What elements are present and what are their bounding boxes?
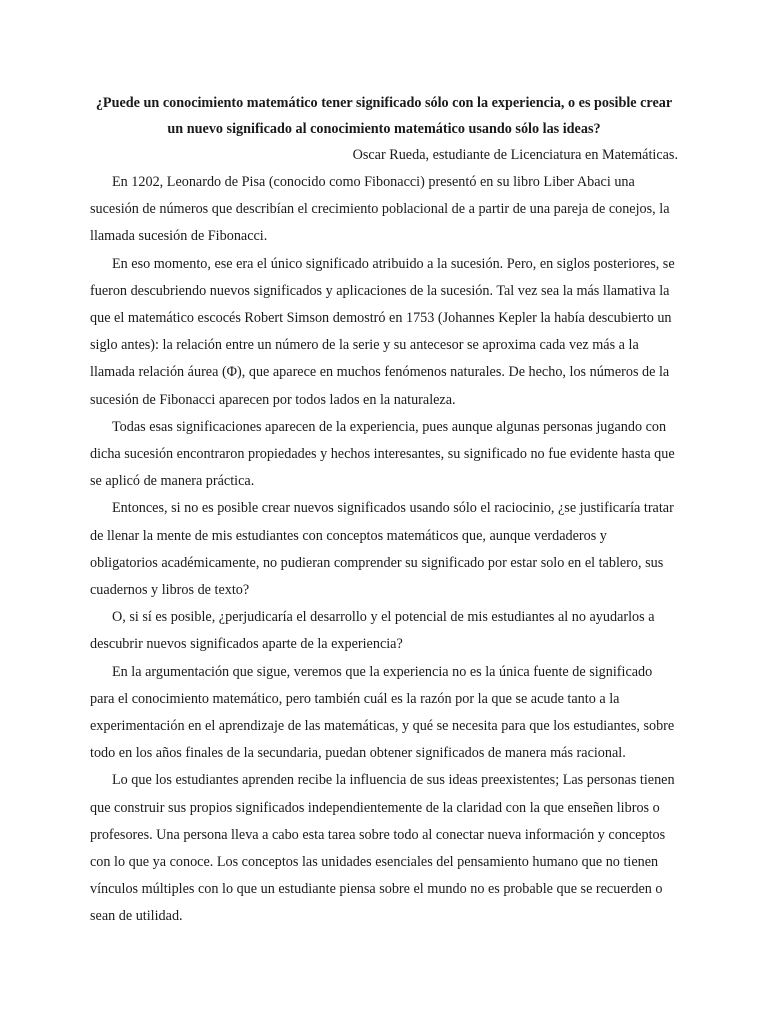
paragraph-2: En eso momento, ese era el único significado atribuido a la sucesión. Pero, en siglos posteriores, se fueron descubriendo nuevos significados y aplicaciones de la sucesión. Tal vez sea la más llamativa la que el matemático escocés Robert Simson demostró en 1753 (Johannes Kepler la había descubierto un siglo antes): la relación entre un número de la serie y su antecesor se aproxima cada vez más a la llamada relación áurea (Φ), que aparece en muchos fenómenos naturales. De hecho, los números de la sucesión de Fibonacci aparecen por todos lados en la naturaleza. bbox=[90, 255, 675, 408]
document-author: Oscar Rueda, estudiante de Licenciatura en Matemáticas. bbox=[352, 147, 678, 163]
paragraph-3: Todas esas significaciones aparecen de la experiencia, pues aunque algunas personas jugando con dicha sucesión encontraron propiedades y hechos interesantes, su significado no fue evidente hasta que se aplicó de manera práctica. bbox=[90, 418, 675, 490]
paragraph-1: En 1202, Leonardo de Pisa (conocido como Fibonacci) presentó en su libro Liber Abaci una sucesión de números que describían el crecimiento poblacional de a partir de una pareja de conejos, la llamada sucesión de Fibonacci. bbox=[90, 174, 670, 245]
paragraph-5: O, si sí es posible, ¿perjudicaría el desarrollo y el potencial de mis estudiantes al no ayudarlos a descubrir nuevos significados aparte de la experiencia? bbox=[90, 609, 655, 653]
document-page bbox=[90, 90, 678, 931]
paragraph-6: En la argumentación que sigue, veremos que la experiencia no es la única fuente de significado para el conocimiento matemático, pero también cuál es la razón por la que se acude tanto a la experimentación en el aprendizaje de las matemáticas, y qué se necesita para que los estudiantes, sobre todo en los años finales de la secundaria, puedan obtener significados de manera más racional. bbox=[90, 663, 675, 762]
document-title: ¿Puede un conocimiento matemático tener significado sólo con la experiencia, o es posible crear un nuevo significado al conocimiento matemático usando sólo las ideas? bbox=[95, 95, 673, 137]
paragraph-7: Lo que los estudiantes aprenden recibe la influencia de sus ideas preexistentes; Las personas tienen que construir sus propios significados independientemente de la claridad con la que enseñen libros o profesores. Una persona lleva a cabo esta tarea sobre todo al conectar nueva información y conceptos con lo que ya conoce. Los conceptos las unidades esenciales del pensamiento humano que no tienen vínculos múltiples con lo que un estudiante piensa sobre el mundo no es probable que se recuerden o sean de utilidad. bbox=[90, 772, 675, 925]
paragraph-4: Entonces, si no es posible crear nuevos significados usando sólo el raciocinio, ¿se justificaría tratar de llenar la mente de mis estudiantes con conceptos matemáticos que, aunque verdaderos y obligatorios académicamente, no pudieran comprender su significado por estar solo en el tablero, sus cuadernos y libros de texto? bbox=[90, 500, 674, 599]
